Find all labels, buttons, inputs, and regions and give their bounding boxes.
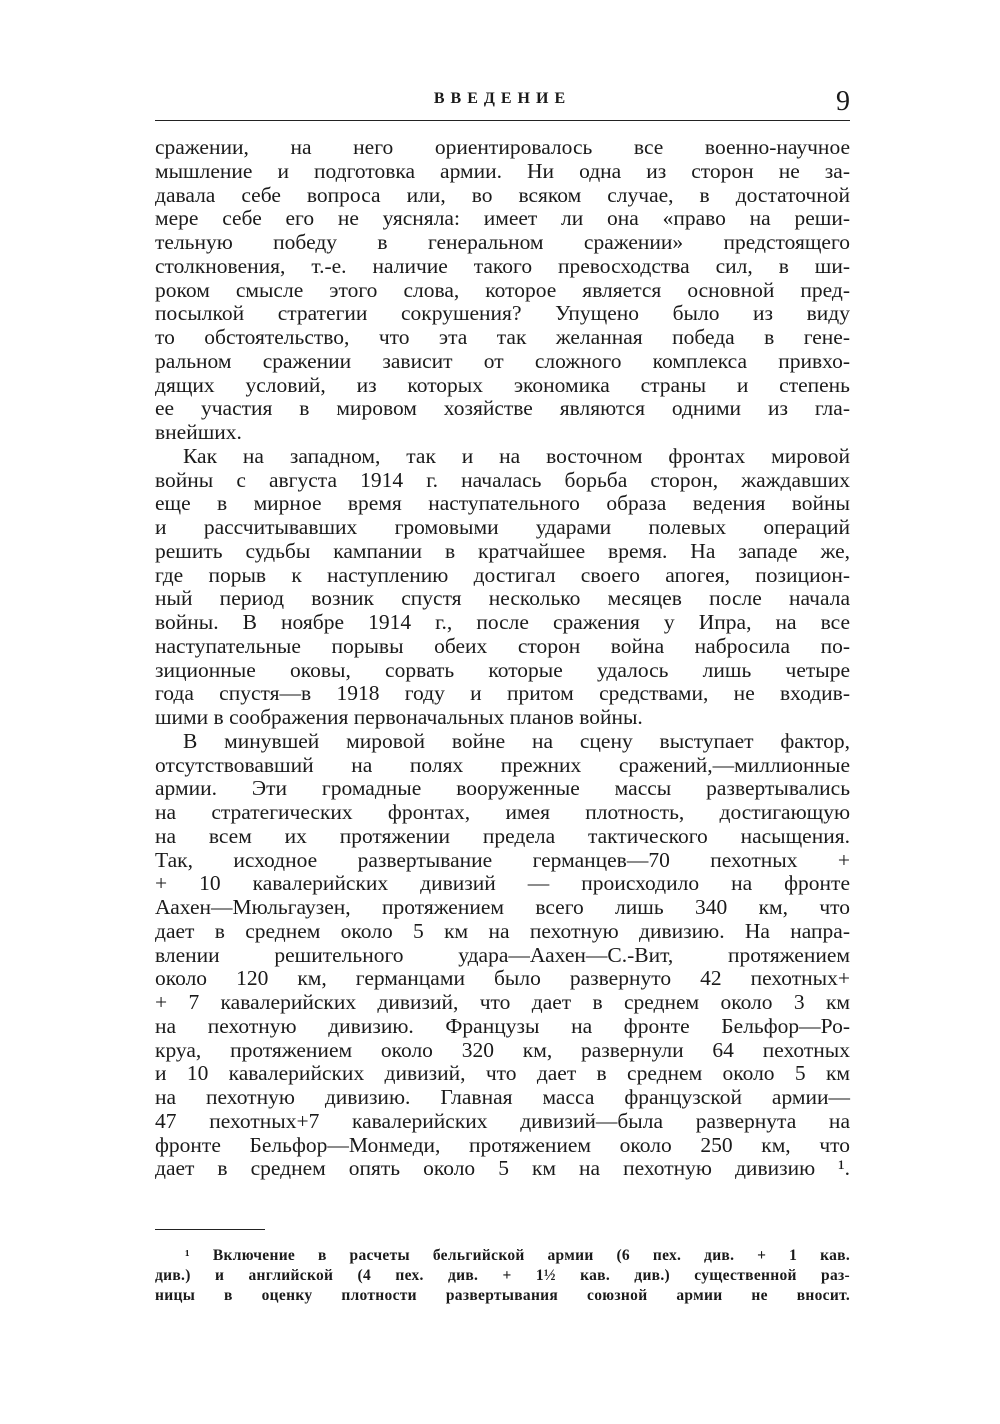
text-line: дает в среднем около 5 км на пехотную дивизию. На напра- — [155, 918, 850, 943]
text-line: мышление и подготовка армии. Ни одна из сторон не за- — [155, 158, 850, 183]
text-line: войны. В ноябре 1914 г., после сражения у Ипра, на все — [155, 610, 850, 634]
text-line: роком смысле этого слова, которое является основной пред- — [155, 277, 850, 302]
text-line: то обстоятельство, что эта так желанная победа в гене- — [155, 325, 850, 349]
text-line: мере себе его не уясняла: имеет ли она «право на реши- — [155, 206, 850, 231]
footnote-rule — [155, 1229, 265, 1230]
text-line: шими в соображения первоначальных планов войны. — [155, 705, 643, 729]
page-number: 9 — [836, 86, 850, 117]
text-line: дящих условий, из которых экономика страны и степень — [155, 372, 850, 397]
text-line: ный период возник спустя несколько месяцев после начала — [155, 586, 850, 611]
paragraph-start-line: Как на западном, так и на восточном фронтах мировой — [183, 443, 850, 468]
text-line: на всем их протяжении предела тактического насыщения. — [155, 823, 850, 848]
text-line: армии. Эти громадные вооруженные массы развертывались — [155, 776, 850, 801]
running-title: ВВЕДЕНИЕ — [433, 90, 572, 107]
footnote-line: ницы в оценку плотности развертывания союзной армии не вносит. — [155, 1287, 850, 1304]
text-line: еще в мирное время наступательного образа ведения войны — [155, 491, 850, 516]
page-header — [155, 86, 850, 120]
text-line: наступательные порывы обеих сторон война набросила по- — [155, 633, 850, 658]
text-line: и 10 кавалерийских дивизий, что дает в среднем около 5 км — [155, 1061, 850, 1086]
text-line: внейших. — [155, 420, 242, 444]
text-line: зиционные оковы, сорвать которые удалось лишь четыре — [155, 657, 850, 682]
text-line: Аахен—Мюльгаузен, протяжением всего лишь 340 км, что — [155, 895, 850, 919]
footnote — [155, 1246, 850, 1306]
text-line: отсутствовавший на полях прежних сражений,—миллионные — [155, 752, 850, 777]
text-line: где порыв к наступлению достигал своего апогея, позицион- — [155, 562, 850, 587]
text-line: и рассчитывавших громовыми ударами полевых операций — [155, 515, 850, 539]
text-line: дает в среднем опять около 5 км на пехотную дивизию ¹. — [155, 1156, 850, 1181]
paragraph-start-line: В минувшей мировой войне на сцену выступает фактор, — [183, 728, 850, 753]
text-line: Так, исходное развертывание германцев—70 пехотных + — [155, 847, 850, 872]
text-line: войны с августа 1914 г. началась борьба сторон, жаждавших — [155, 467, 850, 492]
body-text — [155, 136, 850, 1181]
text-line: давала себе вопроса или, во всяком случае, в достаточной — [155, 182, 850, 207]
text-line: ее участия в мировом хозяйстве являются одними из гла- — [155, 396, 850, 421]
text-line: на пехотную дивизию. Главная масса французской армии— — [155, 1085, 850, 1109]
text-line: сражении, на него ориентировалось все военно-научное — [155, 135, 850, 159]
footnote-line: див.) и английской (4 пех. див. + 1½ кав. див.) существенной раз- — [155, 1267, 850, 1284]
text-line: столкновения, т.-е. наличие такого превосходства сил, в ши- — [155, 253, 850, 278]
text-line: на стратегических фронтах, имея плотность, достигающую — [155, 800, 850, 824]
text-line: + 7 кавалерийских дивизий, что дает в среднем около 3 км — [155, 990, 850, 1014]
text-line: фронте Бельфор—Монмеди, протяжением около 250 км, что — [155, 1132, 850, 1157]
text-line: на пехотную дивизию. Французы на фронте Бельфор—Ро- — [155, 1013, 850, 1038]
text-line: посылкой стратегии сокрушения? Упущено было из виду — [155, 301, 850, 326]
text-line: влении решительного удара—Аахен—С.-Вит, протяжением — [155, 942, 850, 967]
text-line: + 10 кавалерийских дивизий — происходило на фронте — [155, 871, 850, 896]
header-rule — [155, 120, 850, 121]
text-line: решить судьбы кампании в кратчайшее время. На западе же, — [155, 538, 850, 563]
text-line: 47 пехотных+7 кавалерийских дивизий—была развернута на — [155, 1108, 850, 1133]
text-line: ральном сражении зависит от сложного комплекса привхо- — [155, 348, 850, 373]
text-line: тельную победу в генеральном сражении» предстоящего — [155, 230, 850, 254]
text-line: круа, протяжением около 320 км, развернули 64 пехотных — [155, 1037, 850, 1062]
text-line: около 120 км, германцами было развернуто 42 пехотных+ — [155, 966, 850, 991]
footnote-line: ¹ Включение в расчеты бельгийской армии (6 пех. див. + 1 кав. — [185, 1247, 850, 1264]
text-line: года спустя—в 1918 году и притом средствами, не входив- — [155, 681, 850, 706]
